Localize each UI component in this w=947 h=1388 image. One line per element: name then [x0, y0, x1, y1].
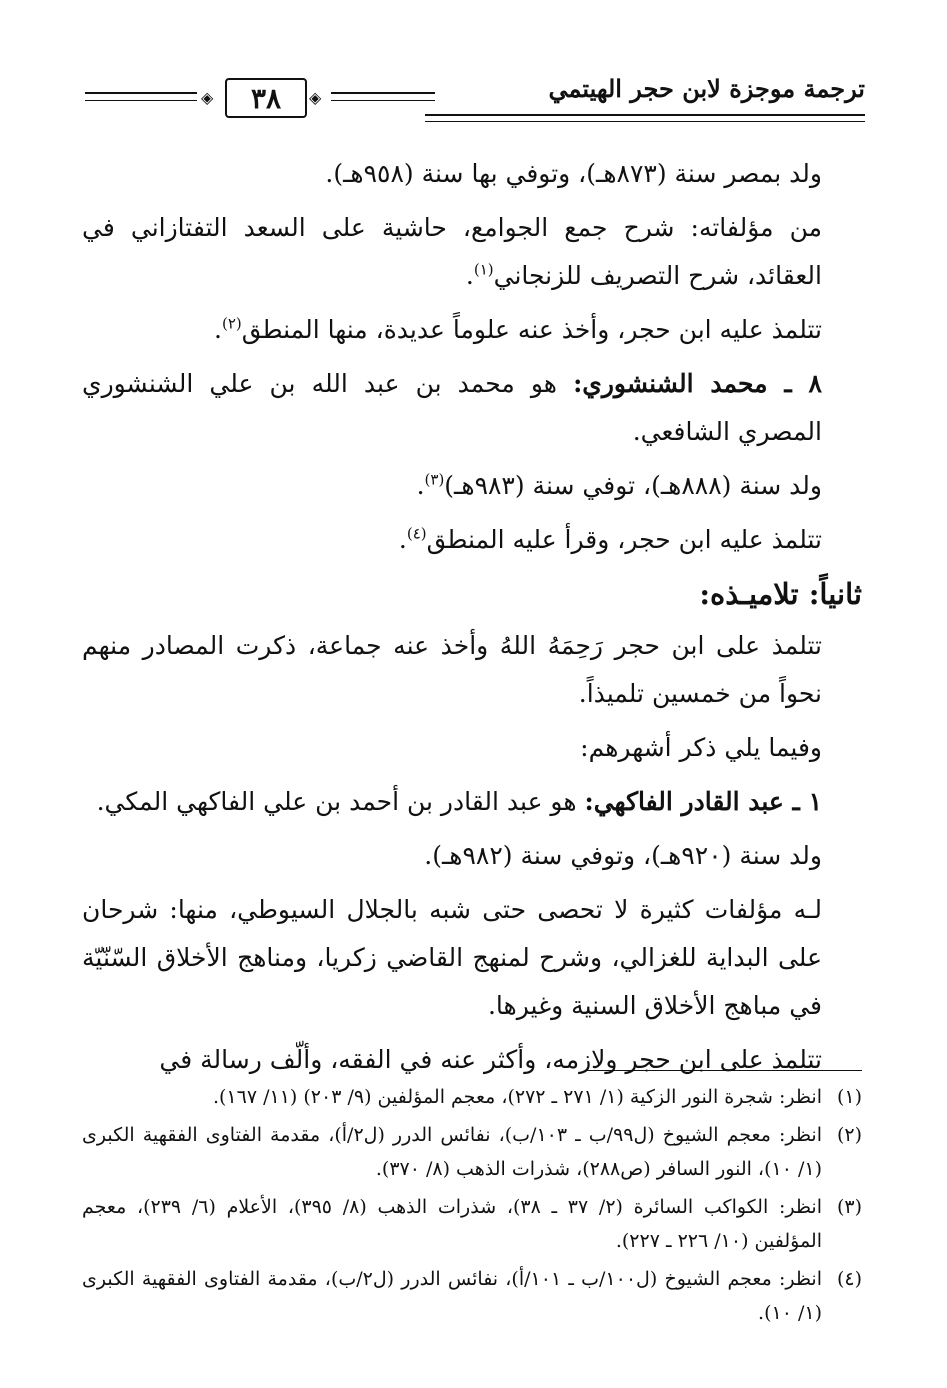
paragraph: [82, 462, 862, 510]
footnote: [82, 1080, 862, 1114]
paragraph-tail: .: [465, 261, 474, 290]
running-title: ترجمة موجزة لابن حجر الهيتمي: [548, 74, 865, 103]
footnote-text: انظر: معجم الشيوخ (ل١٠٠/ب ـ ١٠١/أ)، نفائس الدرر (ل٢/ب)، مقدمة الفتاوى الفقهية الكبرى (١/ ١٠).: [82, 1268, 823, 1324]
paragraph-tail: .: [416, 471, 425, 500]
paragraph-tail: .: [214, 315, 222, 344]
paragraph-text: من مؤلفاته: شرح جمع الجوامع، حاشية على السعد التفتازاني في العقائد، شرح التصريف للزنجاني: [82, 213, 822, 290]
paragraph: [82, 516, 862, 564]
paragraph: [82, 150, 862, 198]
footnote-ref: (٢): [221, 314, 242, 333]
ornament-lines-left: [85, 92, 197, 101]
paragraph-text: تتلمذ على ابن حجر رَحِمَهُ اللهُ وأخذ عنه جماعة، ذكرت المصادر منهم نحواً من خمسين تلميذاً.: [82, 631, 822, 708]
header-rule: [425, 114, 865, 122]
paragraph: [82, 1036, 862, 1084]
footnote-separator: [586, 1070, 862, 1071]
paragraph-text: ولد سنة (٨٨٨هـ)، توفي سنة (٩٨٣هـ): [444, 471, 822, 500]
diamond-ornament-icon: ◈: [201, 88, 214, 107]
scholar-name: ٨ ـ محمد الشنشوري:: [573, 369, 822, 398]
paragraph: [82, 832, 862, 880]
footnote-ref: (٤): [406, 524, 427, 543]
footnote-ref: (٣): [424, 470, 445, 489]
paragraph-tail: .: [398, 525, 407, 554]
paragraph: [82, 204, 862, 300]
paragraph-text: ولد سنة (٩٢٠هـ)، وتوفي سنة (٩٨٢هـ).: [424, 841, 822, 870]
page-number: ٣٨: [225, 78, 307, 118]
paragraph: [82, 360, 862, 456]
paragraph-text: هو عبد القادر بن أحمد بن علي الفاكهي المكي.: [96, 787, 585, 816]
scholar-name: ١ ـ عبد القادر الفاكهي:: [584, 787, 822, 816]
paragraph: [82, 306, 862, 354]
paragraph-text: تتلمذ عليه ابن حجر، وأخذ عنه علوماً عديدة، منها المنطق: [241, 315, 822, 344]
paragraph-text: وفيما يلي ذكر أشهرهم:: [580, 733, 822, 762]
page-number-ornament: [85, 70, 435, 126]
footnote-text: انظر: الكواكب السائرة (٢/ ٣٧ ـ ٣٨)، شذرات الذهب (٨/ ٣٩٥)، الأعلام (٦/ ٢٣٩)، معجم المؤلفين (١٠/ ٢٢٦ ـ ٢٢٧).: [82, 1196, 822, 1252]
footnote-text: انظر: شجرة النور الزكية (١/ ٢٧١ ـ ٢٧٢)، معجم المؤلفين (٩/ ٢٠٣) (١١/ ١٦٧).: [212, 1086, 822, 1108]
footnote-number: (٢): [836, 1124, 862, 1146]
paragraph: [82, 724, 862, 772]
footnote-number: (٤): [836, 1268, 862, 1290]
paragraph-text: لـه مؤلفات كثيرة لا تحصى حتى شبه بالجلال السيوطي، منها: شرحان على البداية للغزالي، وشرح لمنهج القاضي زكريا، ومناهج الأخلاق السّنّيّة في مباهج الأخلاق السنية وغيرها.: [82, 895, 822, 1020]
main-text: [82, 150, 862, 1090]
footnotes: [82, 1080, 862, 1334]
footnote-text: انظر: معجم الشيوخ (ل٩٩/ب ـ ١٠٣/ب)، نفائس الدرر (ل٢/أ)، مقدمة الفتاوى الفقهية الكبرى (١/ ١٠)، النور السافر (ص٢٨٨)، شذرات الذهب (٨/ ٣٧٠).: [82, 1124, 822, 1180]
paragraph: [82, 622, 862, 718]
paragraph: [82, 778, 862, 826]
paragraph-text: ثانياً: تلاميـذه:: [699, 577, 862, 611]
paragraph-text: تتلمذ عليه ابن حجر، وقرأ عليه المنطق: [426, 525, 822, 554]
footnote-number: (٣): [836, 1196, 862, 1218]
paragraph-text: ولد بمصر سنة (٨٧٣هـ)، وتوفي بها سنة (٩٥٨هـ).: [325, 159, 822, 188]
paragraph: [82, 886, 862, 1030]
section-heading: [82, 570, 862, 618]
footnote-ref: (١): [473, 260, 494, 279]
paragraph-text: تتلمذ على ابن حجر ولازمه، وأكثر عنه في الفقه، وألّف رسالة في: [159, 1045, 822, 1074]
diamond-ornament-icon: ◈: [309, 88, 322, 107]
footnote-number: (١): [836, 1086, 862, 1108]
page-header: [85, 70, 865, 126]
paragraph-text: هو محمد بن عبد الله بن علي الشنشوري المصري الشافعي.: [82, 369, 822, 446]
footnote: [82, 1262, 862, 1330]
ornament-lines-right: [331, 92, 435, 101]
footnote: [82, 1190, 862, 1258]
footnote: [82, 1118, 862, 1186]
